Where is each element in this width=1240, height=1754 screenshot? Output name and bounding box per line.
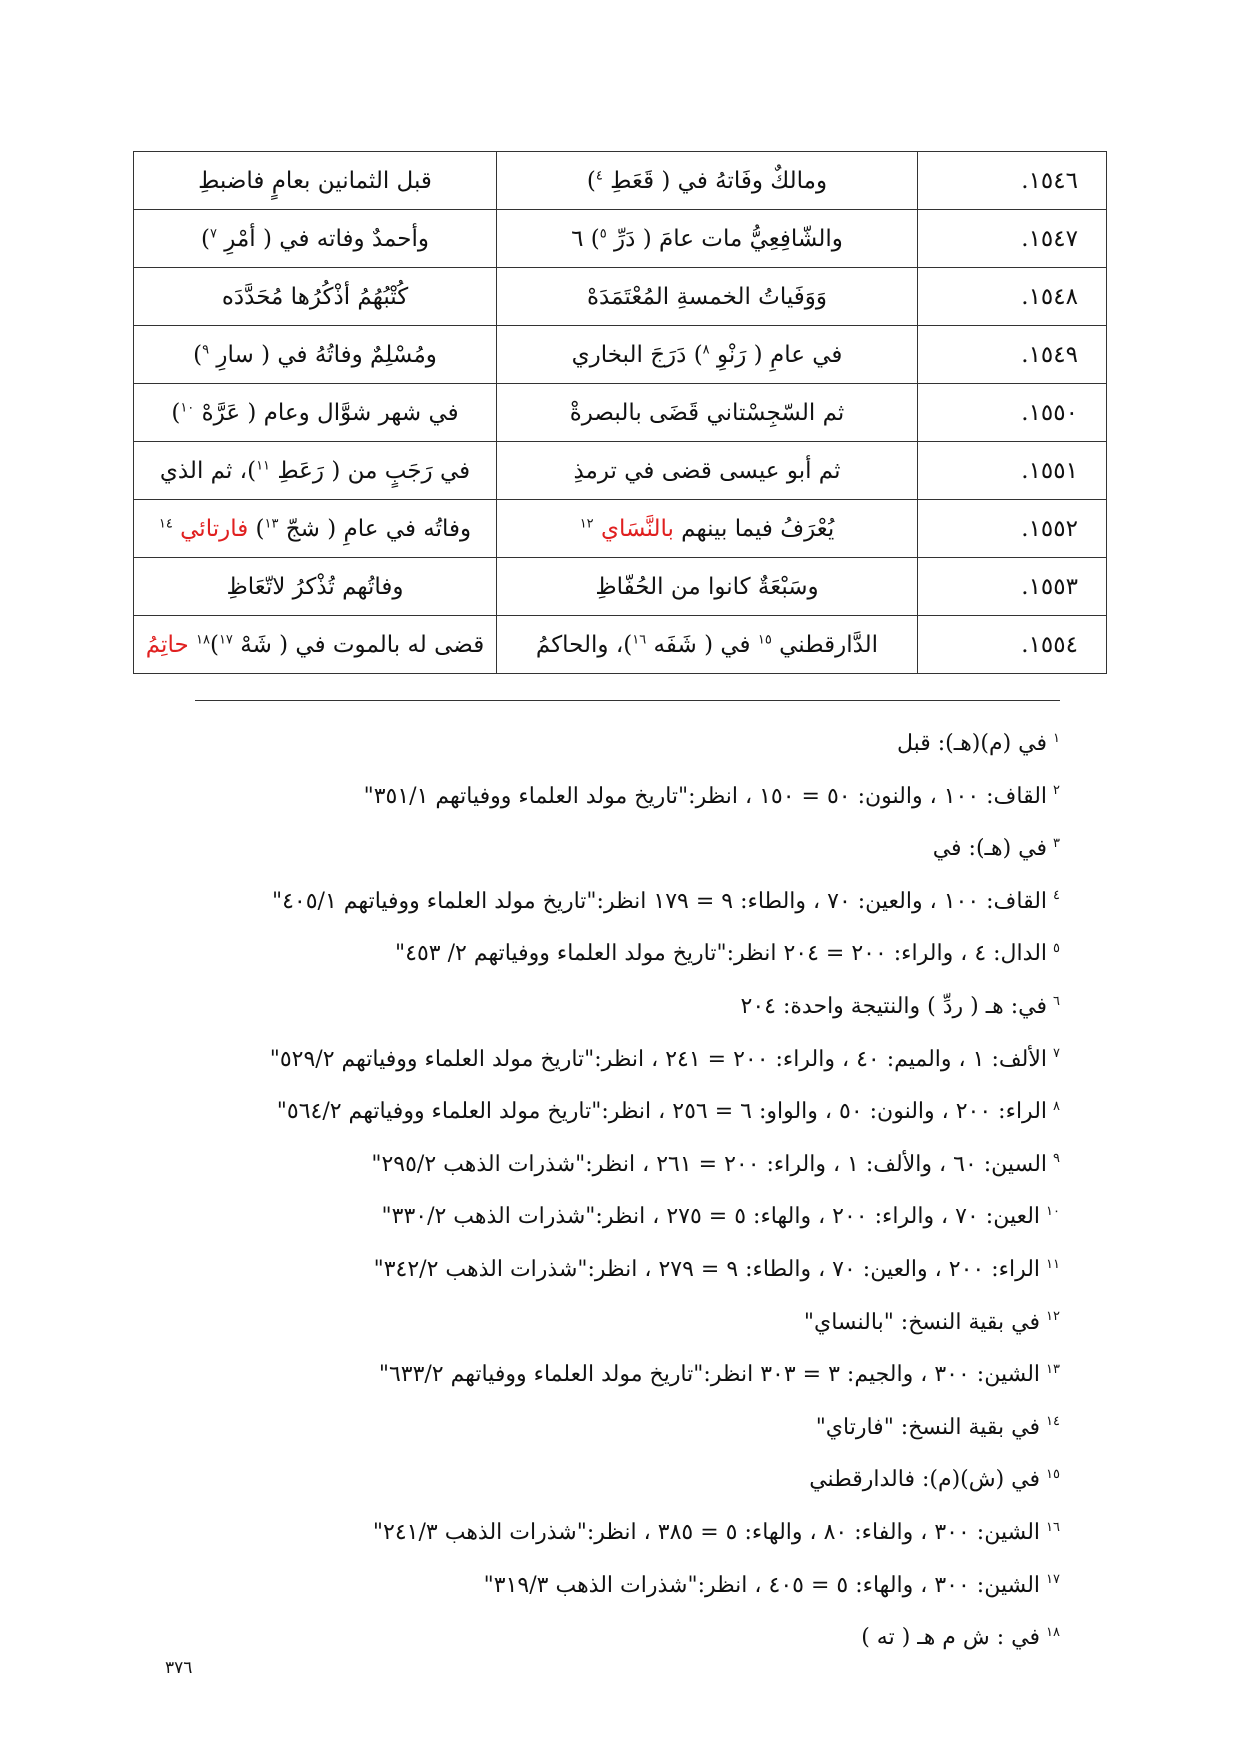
footnote-ref: ٥ [599,225,607,241]
verse-row [134,616,1107,674]
verse-second-hemistich: وفاتُه في عامِ ( شجّ $^{١٣}$) فارتائي $^{١٤}$ [134,500,497,558]
footnote-text: في: هـ ( ردِّ ) والنتيجة واحدة: ٢٠٤ [740,993,1048,1019]
footnote-ref: ٨ [702,341,710,357]
footnote-text: في : ش م هـ ( ته ) [861,1625,1041,1651]
footnote-item [140,1297,1060,1350]
verse-first-hemistich: ثم السّجِسْتاني قَضَى بالبصرةْ [497,384,918,442]
footnote-number: ٨ [1053,1098,1060,1114]
verse-row [134,558,1107,616]
footnote-ref: ٧ [209,225,217,241]
verse-first-hemistich: والشّافِعِيُّ مات عامَ ( دَرِّ $^٥$) ٦ [497,210,918,268]
verse-first-hemistich: الدَّارقطني $^{١٥}$ في ( شَفَه $^{١٦}$)، والحاكمُ [497,616,918,674]
footnote-item [140,1349,1060,1402]
footnote-text: الشين: ٣٠٠ ، والجيم: ٣ = ٣٠٣ انظر:"تاريخ مولد العلماء ووفياتهم ٦٣٣/٢" [378,1362,1041,1388]
footnote-ref: ١٠ [180,399,195,415]
footnote-ref: ١٧ [218,631,233,647]
verse-second-hemistich: كُتْبُهُمُ أذْكُرُها مُحَدَّدَه [134,268,497,326]
footnote-number: ١٢ [1046,1309,1060,1325]
verse-row [134,326,1107,384]
verse-first-hemistich: في عامِ ( رَنْوِ $^٨$) دَرَجَ البخاري [497,326,918,384]
footnote-separator [195,700,1060,701]
footnote-text: في (م)(هـ): قبل [896,731,1048,756]
footnote-text: السين: ٦٠ ، والألف: ١ ، والراء: ٢٠٠ = ٢٦١ ، انظر:"شذرات الذهب ٢٩٥/٢" [371,1151,1048,1177]
footnote-text: العين: ٧٠ ، والراء: ٢٠٠ ، والهاء: ٥ = ٢٧٥ ، انظر:"شذرات الذهب ٣٣٠/٢" [381,1204,1041,1230]
footnote-item [140,823,1060,876]
footnote-number: ١١ [1046,1256,1060,1272]
highlighted-word: حاتِمُ [145,631,196,658]
footnote-text: في (ش)(م): فالدارقطني [809,1467,1041,1493]
verse-row [134,152,1107,210]
footnote-ref: ١٢ [579,515,594,531]
footnote-text: في بقية النسخ: "فارتاي" [815,1414,1041,1440]
verse-number: ١٥٥٣. [918,558,1107,616]
footnote-number: ١ [1053,730,1060,746]
footnote-text: في (هـ): في [932,836,1048,862]
verse-first-hemistich: يُعْرَفُ فيما بينهم بالنَّسَاي $^{١٢}$ [497,500,918,558]
verse-row [134,500,1107,558]
verse-second-hemistich: قبل الثمانين بعامٍ فاضبطِ [134,152,497,210]
footnote-ref: ١١ [256,457,271,473]
verse-number: ١٥٤٨. [918,268,1107,326]
footnote-item [140,1244,1060,1297]
verse-second-hemistich: في رَجَبٍ من ( رَعَطِ $^{١١}$)، ثم الذي [134,442,497,500]
verse-second-hemistich: وأحمدٌ وفاته في ( أمْرِ $^٧$) [134,210,497,268]
footnote-item [140,876,1060,929]
footnote-number: ٤ [1053,888,1060,904]
footnote-item [140,1086,1060,1139]
verse-first-hemistich: وَوَفَياتُ الخمسةِ المُعْتَمَدَهْ [497,268,918,326]
footnote-number: ١٥ [1046,1466,1060,1482]
verse-number: ١٥٥٤. [918,616,1107,674]
footnote-item [140,718,1060,771]
footnote-number: ١٤ [1046,1414,1060,1430]
page-number: ٣٧٦ [165,1658,193,1678]
footnote-number: ٣ [1053,835,1060,851]
footnote-item [140,1560,1060,1613]
footnote-ref: ١٥ [757,631,772,647]
footnotes-list [140,718,1060,1665]
footnote-item [140,1139,1060,1192]
footnote-item [140,1191,1060,1244]
verse-row [134,268,1107,326]
verse-number: ١٥٤٧. [918,210,1107,268]
footnote-ref: ١٨ [196,631,210,647]
footnote-text: في بقية النسخ: "بالنساي" [803,1309,1041,1335]
footnote-item [140,981,1060,1034]
verse-first-hemistich: ثم أبو عيسى قضى في ترمذِ [497,442,918,500]
verse-second-hemistich: في شهر شوَّال وعام ( عَرَّهْ $^{١٠}$) [134,384,497,442]
footnote-ref: ١٦ [632,631,647,647]
footnote-text: القاف: ١٠٠ ، والنون: ٥٠ = ١٥٠ ، انظر:"تاريخ مولد العلماء ووفياتهم ٣٥١/١" [363,783,1048,809]
verse-second-hemistich: ومُسْلِمٌ وفاتُهُ في ( سارِ $^٩$) [134,326,497,384]
highlighted-word: فارتائي [180,515,249,542]
verse-number: ١٥٥١. [918,442,1107,500]
footnote-text: الدال: ٤ ، والراء: ٢٠٠ = ٢٠٤ انظر:"تاريخ مولد العلماء ووفياتهم ٢/ ٤٥٣" [395,941,1048,967]
verse-second-hemistich: وفاتُهم تُذْكرُ لاتّعَاظِ [134,558,497,616]
footnote-item [140,1507,1060,1560]
footnote-number: ٧ [1053,1046,1060,1062]
verse-number: ١٥٤٩. [918,326,1107,384]
footnote-ref: ١٣ [264,515,279,531]
verse-number: ١٥٤٦. [918,152,1107,210]
verse-first-hemistich: وسَبْعَةٌ كانوا من الحُفّاظِ [497,558,918,616]
footnote-ref: ٩ [202,341,210,357]
footnote-item [140,928,1060,981]
footnote-item [140,1454,1060,1507]
footnote-text: القاف: ١٠٠ ، والعين: ٧٠ ، والطاء: ٩ = ١٧٩ انظر:"تاريخ مولد العلماء ووفياتهم ٤٠٥/١" [271,888,1048,914]
footnote-text: الشين: ٣٠٠ ، والهاء: ٥ = ٤٠٥ ، انظر:"شذرات الذهب ٣١٩/٣" [483,1572,1041,1598]
verse-row [134,210,1107,268]
footnote-text: الألف: ١ ، والميم: ٤٠ ، والراء: ٢٠٠ = ٢٤١ ، انظر:"تاريخ مولد العلماء ووفياتهم ٥٢٩/٢" [269,1046,1048,1072]
verse-row [134,384,1107,442]
footnote-number: ٦ [1053,993,1060,1009]
verse-number: ١٥٥٠. [918,384,1107,442]
footnote-ref: ٤ [595,167,603,183]
highlighted-word: بالنَّسَاي [600,515,674,542]
footnote-item [140,1402,1060,1455]
footnote-number: ١٦ [1046,1519,1060,1535]
footnote-text: الراء: ٢٠٠ ، والعين: ٧٠ ، والطاء: ٩ = ٢٧٩ ، انظر:"شذرات الذهب ٣٤٢/٢" [373,1256,1041,1282]
footnote-number: ١٠ [1046,1204,1060,1220]
verse-table [133,151,1107,674]
footnote-ref: ١٤ [158,515,173,531]
verse-number: ١٥٥٢. [918,500,1107,558]
footnote-item [140,1612,1060,1665]
verse-row [134,442,1107,500]
footnote-number: ١٣ [1046,1361,1060,1377]
verse-first-hemistich: ومالكٌ وفَاتهُ في ( قَعَطِ $^٤$) [497,152,918,210]
footnote-item [140,771,1060,824]
footnote-number: ١٨ [1046,1624,1060,1640]
verse-second-hemistich: قضى له بالموت في ( شَهْ $^{١٧}$)$^{١٨}$ حاتِمُ [134,616,497,674]
footnote-text: الشين: ٣٠٠ ، والفاء: ٨٠ ، والهاء: ٥ = ٣٨٥ ، انظر:"شذرات الذهب ٢٤١/٣" [372,1519,1041,1545]
footnote-item [140,1034,1060,1087]
footnote-number: ١٧ [1046,1572,1060,1588]
footnote-number: ٥ [1053,941,1060,957]
footnote-number: ٢ [1053,783,1060,799]
footnote-number: ٩ [1053,1151,1060,1167]
footnote-text: الراء: ٢٠٠ ، والنون: ٥٠ ، والواو: ٦ = ٢٥٦ ، انظر:"تاريخ مولد العلماء ووفياتهم ٥٦٤/٢" [276,1099,1048,1125]
